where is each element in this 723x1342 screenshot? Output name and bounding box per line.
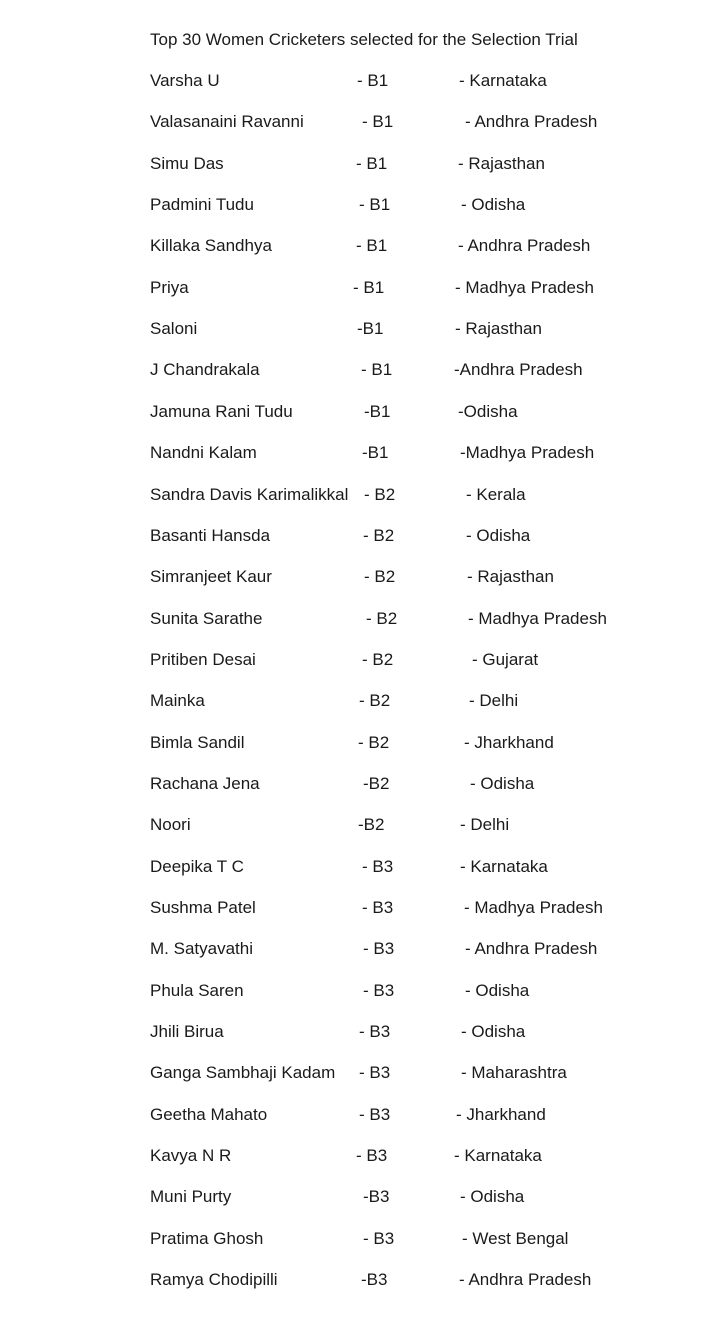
cricketer-name: Mainka [150, 691, 205, 711]
state-label: - Odisha [461, 195, 526, 215]
batch-label: - B3 [362, 898, 394, 917]
list-item [0, 71, 723, 95]
batch-label: - B3 [363, 1228, 395, 1248]
state-label: - Odisha [470, 773, 535, 793]
cricketer-name: M. Satyavathi [150, 939, 253, 959]
batch-label: -B1 [357, 319, 384, 339]
state-label: - Madhya Pradesh [455, 277, 594, 297]
list-item [0, 650, 723, 674]
batch-label: - B2 [362, 649, 394, 669]
cricketer-name: Pratima Ghosh [150, 1228, 264, 1248]
cricketer-name: Sushma Patel [150, 898, 256, 917]
batch-label: -B1 [362, 443, 389, 463]
batch-label: - B1 [359, 195, 391, 215]
batch-label: - B1 [357, 71, 389, 90]
cricketer-name: Nandni Kalam [150, 443, 257, 463]
cricketer-name: Basanti Hansda [150, 525, 271, 545]
cricketer-name: Noori [150, 815, 191, 835]
state-label: - Odisha [460, 1187, 525, 1207]
cricketer-name: Sunita Sarathe [150, 608, 263, 628]
batch-label: -B3 [363, 1187, 390, 1207]
list-item [0, 1229, 723, 1253]
list-item [0, 733, 723, 757]
cricketer-name: Phula Saren [150, 980, 244, 1000]
cricketer-name: Rachana Jena [150, 773, 260, 793]
batch-label: -B2 [358, 815, 385, 835]
batch-label: - B3 [356, 1146, 388, 1166]
cricketer-name: Varsha U [150, 71, 220, 90]
batch-label: - B1 [356, 236, 388, 256]
list-item [0, 1146, 723, 1170]
list-item [0, 1187, 723, 1211]
state-label: - Karnataka [460, 856, 548, 876]
batch-label: - B1 [362, 112, 394, 132]
state-label: - Madhya Pradesh [468, 608, 607, 628]
cricketer-name: Killaka Sandhya [150, 236, 272, 256]
state-label: - Rajasthan [458, 153, 545, 173]
state-label: -Odisha [458, 401, 518, 421]
list-item [0, 236, 723, 260]
list-item [0, 485, 723, 509]
state-label: - West Bengal [462, 1228, 569, 1248]
batch-label: - B3 [359, 1104, 391, 1124]
state-label: - Rajasthan [467, 567, 554, 587]
state-label: - Maharashtra [461, 1063, 567, 1083]
state-label: - Rajasthan [455, 319, 542, 339]
cricketer-name: Kavya N R [150, 1146, 232, 1166]
cricketer-name: J Chandrakala [150, 360, 260, 380]
cricketer-name: Pritiben Desai [150, 649, 256, 669]
cricketer-name: Deepika T C [150, 856, 244, 876]
state-label: - Madhya Pradesh [464, 898, 603, 917]
list-item [0, 1105, 723, 1129]
batch-label: - B1 [356, 153, 388, 173]
list-item [0, 774, 723, 798]
list-item [0, 1270, 723, 1294]
cricketer-name: Jamuna Rani Tudu [150, 401, 293, 421]
list-item [0, 360, 723, 384]
list-item [0, 319, 723, 343]
cricketer-name: Geetha Mahato [150, 1104, 268, 1124]
cricketer-name: Padmini Tudu [150, 195, 254, 215]
cricketer-name: Ganga Sambhaji Kadam [150, 1063, 336, 1083]
batch-label: - B3 [359, 1022, 391, 1042]
list-item [0, 195, 723, 219]
state-label: - Karnataka [459, 71, 547, 90]
list-item [0, 443, 723, 467]
state-label: - Gujarat [472, 649, 539, 669]
batch-label: - B2 [358, 732, 390, 752]
state-label: - Odisha [465, 980, 530, 1000]
batch-label: - B2 [366, 608, 398, 628]
document-title: Top 30 Women Cricketers selected for the Selection Trial [150, 30, 578, 49]
cricketer-name: Jhili Birua [150, 1022, 224, 1042]
cricketer-name: Priya [150, 277, 189, 297]
list-item [0, 402, 723, 426]
state-label: - Delhi [460, 815, 510, 835]
state-label: - Jharkhand [464, 732, 554, 752]
state-label: - Jharkhand [456, 1104, 546, 1124]
list-item [0, 112, 723, 136]
state-label: - Karnataka [454, 1146, 542, 1166]
state-label: - Odisha [466, 525, 531, 545]
state-label: - Delhi [469, 691, 519, 711]
state-label: - Odisha [461, 1022, 526, 1042]
batch-label: -B1 [364, 401, 391, 421]
cricketer-name: Sandra Davis Karimalikkal [150, 484, 349, 504]
batch-label: - B3 [363, 939, 395, 959]
batch-label: - B2 [364, 484, 396, 504]
cricketer-name: Bimla Sandil [150, 732, 245, 752]
batch-label: - B3 [359, 1063, 391, 1083]
cricketer-name: Saloni [150, 319, 198, 339]
list-item [0, 567, 723, 591]
list-item [0, 526, 723, 550]
state-label: -Madhya Pradesh [460, 443, 595, 463]
state-label: - Andhra Pradesh [458, 236, 591, 256]
batch-label: - B3 [362, 856, 394, 876]
list-item [0, 939, 723, 963]
batch-label: - B3 [363, 980, 395, 1000]
list-item [0, 898, 723, 922]
list-item [0, 857, 723, 881]
batch-label: - B1 [353, 277, 385, 297]
cricketer-name: Ramya Chodipilli [150, 1270, 278, 1290]
batch-label: -B2 [363, 773, 390, 793]
state-label: - Andhra Pradesh [459, 1270, 592, 1290]
state-label: -Andhra Pradesh [454, 360, 583, 380]
batch-label: - B2 [359, 691, 391, 711]
state-label: - Kerala [466, 484, 526, 504]
cricketer-name: Muni Purty [150, 1187, 232, 1207]
state-label: - Andhra Pradesh [465, 939, 598, 959]
list-item [0, 691, 723, 715]
cricketer-name: Simu Das [150, 153, 224, 173]
cricketer-name: Simranjeet Kaur [150, 567, 272, 587]
list-item [0, 981, 723, 1005]
batch-label: -B3 [361, 1270, 388, 1290]
cricketer-name: Valasanaini Ravanni [150, 112, 304, 132]
list-item [0, 1022, 723, 1046]
list-item [0, 154, 723, 178]
list-item [0, 815, 723, 839]
batch-label: - B1 [361, 360, 393, 380]
state-label: - Andhra Pradesh [465, 112, 598, 132]
batch-label: - B2 [364, 567, 396, 587]
list-item [0, 609, 723, 633]
list-item [0, 278, 723, 302]
batch-label: - B2 [363, 525, 395, 545]
list-item [0, 1063, 723, 1087]
